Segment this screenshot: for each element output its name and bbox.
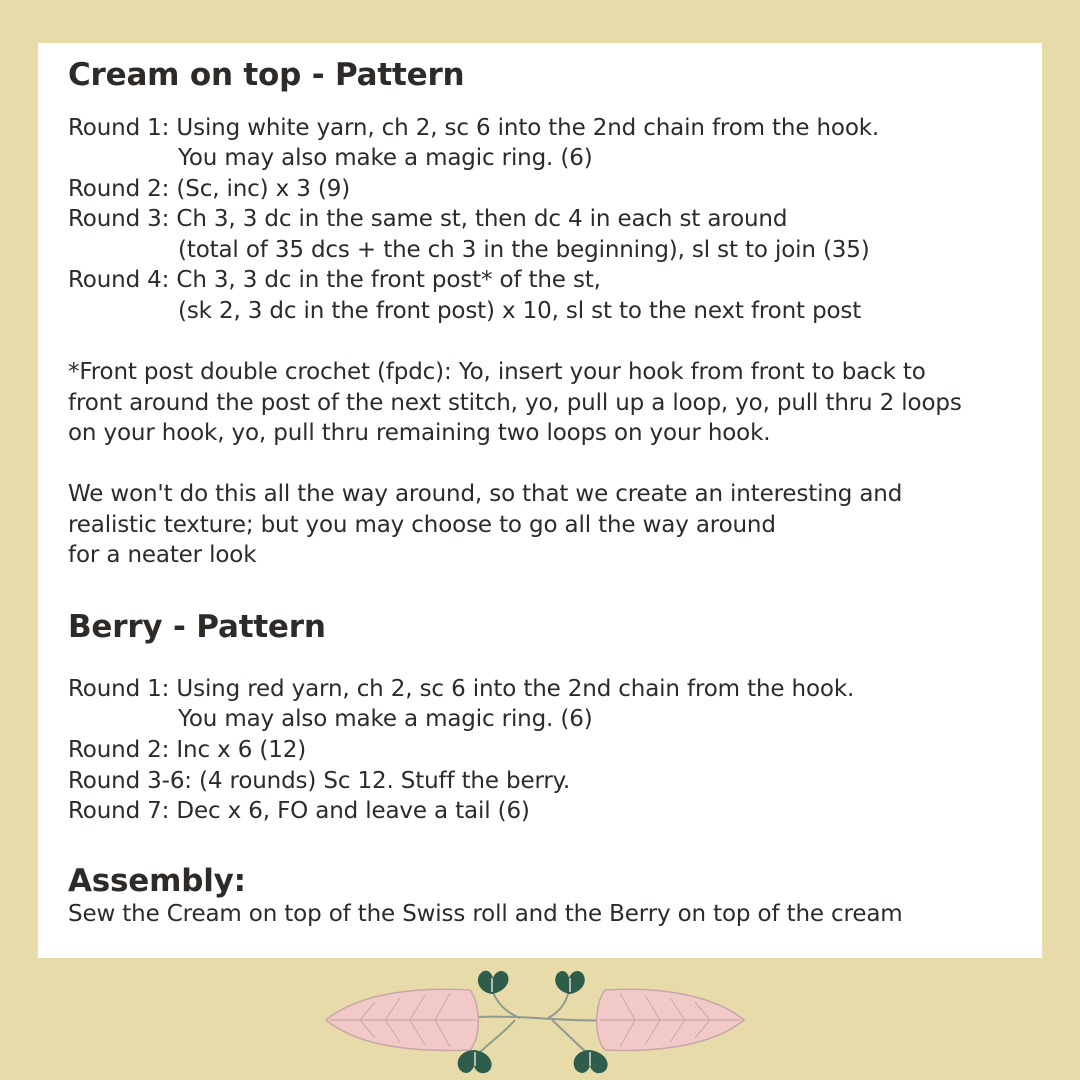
cream-round3-line1: Round 3: Ch 3, 3 dc in the same st, then dc 4 in each st around (68, 206, 788, 232)
assembly-title: Assembly: (68, 863, 246, 899)
cream-round4-line2: (sk 2, 3 dc in the front post) x 10, sl st to the next front post (178, 298, 862, 324)
cream-round3-line2: (total of 35 dcs + the ch 3 in the beginning), sl st to join (35) (178, 237, 870, 263)
fpdc-note-line2: front around the post of the next stitch, yo, pull up a loop, yo, pull thru 2 loops (68, 390, 962, 416)
green-leaf-top-right-icon (555, 971, 585, 994)
berry-round2: Round 2: Inc x 6 (12) (68, 737, 307, 763)
right-pink-leaf-icon (597, 989, 744, 1050)
texture-note-line3: for a neater look (68, 542, 257, 568)
cream-round1-line2: You may also make a magic ring. (6) (178, 145, 593, 171)
berry-title: Berry - Pattern (68, 609, 326, 645)
cream-title: Cream on top - Pattern (68, 57, 465, 93)
fpdc-note-line1: *Front post double crochet (fpdc): Yo, insert your hook from front to back to (68, 359, 926, 385)
berry-round1-line2: You may also make a magic ring. (6) (178, 706, 593, 732)
texture-note-line2: realistic texture; but you may choose to go all the way around (68, 512, 776, 538)
green-leaf-bottom-left-icon (458, 1050, 492, 1073)
cream-round4-line1: Round 4: Ch 3, 3 dc in the front post* of the st, (68, 267, 601, 293)
texture-note-line1: We won't do this all the way around, so that we create an interesting and (68, 481, 903, 507)
fpdc-note-line3: on your hook, yo, pull thru remaining two loops on your hook. (68, 420, 771, 446)
green-leaf-top-left-icon (478, 971, 509, 994)
berry-round3-6: Round 3-6: (4 rounds) Sc 12. Stuff the berry. (68, 768, 571, 794)
pattern-card (38, 43, 1042, 958)
assembly-text: Sew the Cream on top of the Swiss roll and the Berry on top of the cream (68, 901, 903, 927)
berry-round1-line1: Round 1: Using red yarn, ch 2, sc 6 into the 2nd chain from the hook. (68, 676, 855, 702)
left-pink-leaf-icon (326, 989, 478, 1050)
berry-round7: Round 7: Dec x 6, FO and leave a tail (6) (68, 798, 530, 824)
cream-round1-line1: Round 1: Using white yarn, ch 2, sc 6 into the 2nd chain from the hook. (68, 115, 880, 141)
leaf-ornament-icon (320, 962, 750, 1080)
green-leaf-bottom-right-icon (574, 1050, 608, 1073)
cream-round2: Round 2: (Sc, inc) x 3 (9) (68, 176, 351, 202)
